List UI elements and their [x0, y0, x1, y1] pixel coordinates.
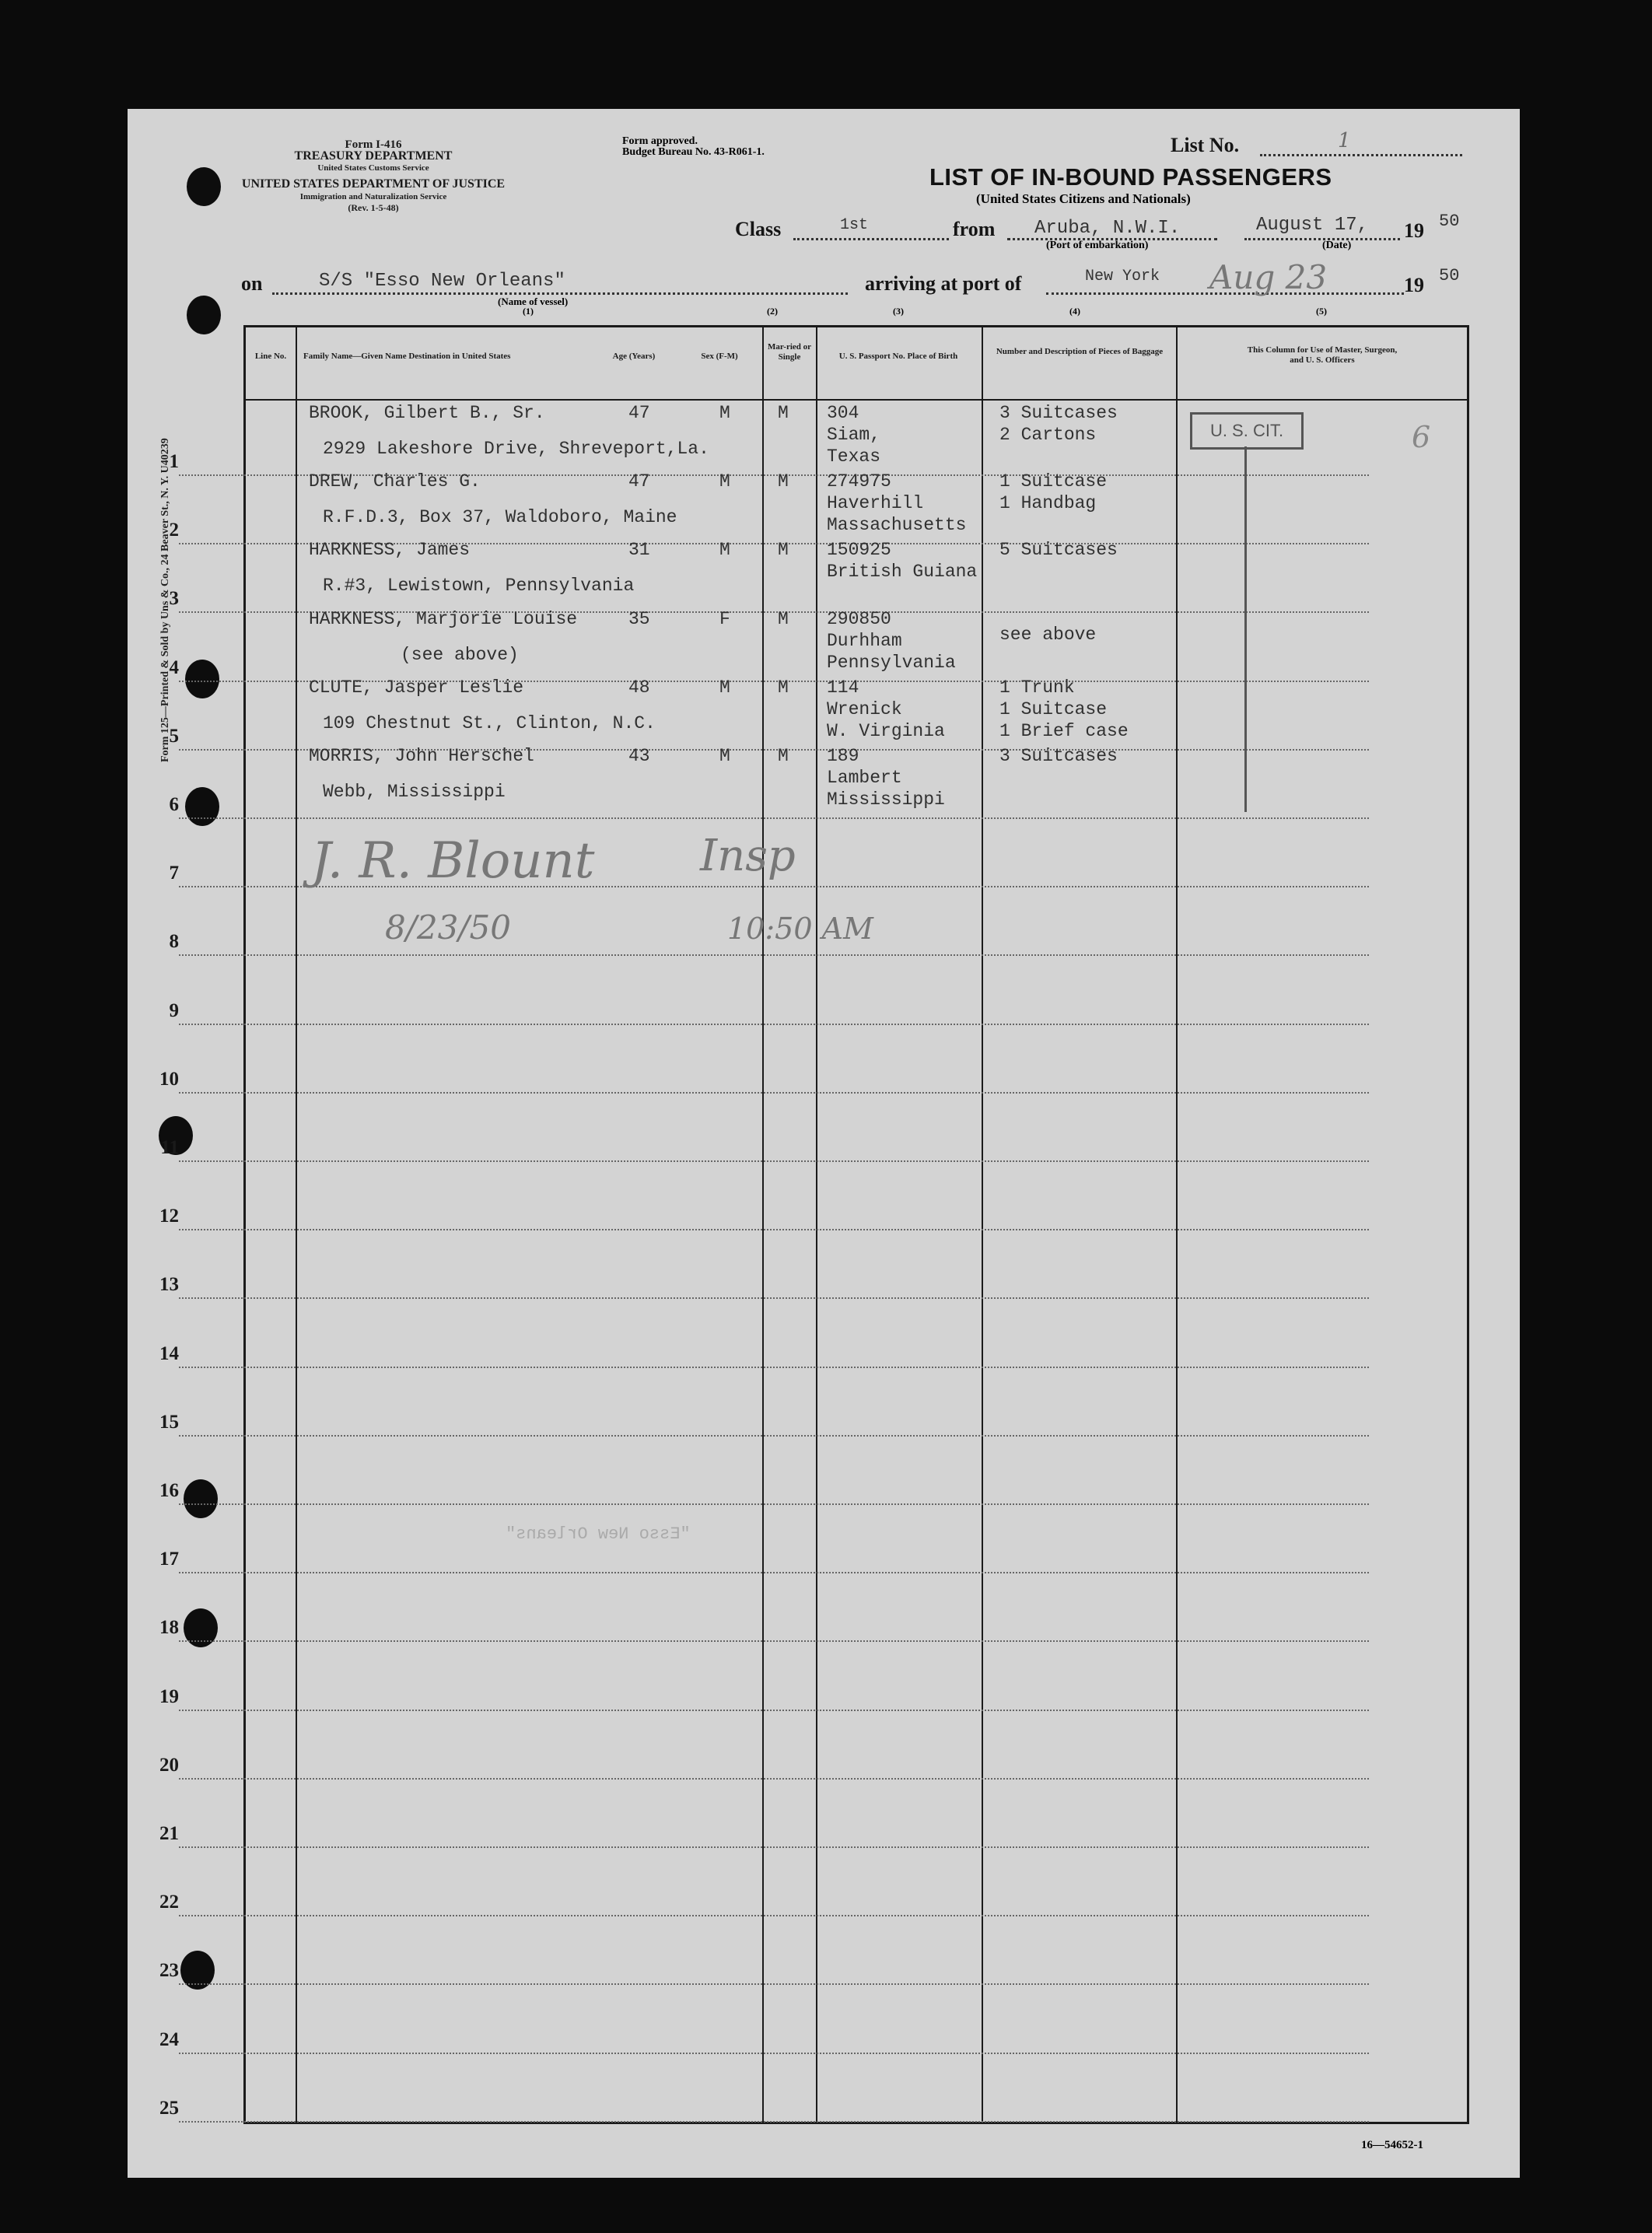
passenger-age: 48: [628, 677, 650, 698]
passport-number: 274975: [827, 471, 891, 492]
col-num-3: (3): [893, 306, 904, 317]
birthplace-line1: Durhham: [827, 631, 902, 651]
row-rule: [179, 1367, 1369, 1368]
birthplace-line1: British Guiana: [827, 562, 978, 582]
col-header-passport: U. S. Passport No. Place of Birth: [838, 352, 958, 361]
row-rule: [179, 1915, 1369, 1916]
passenger-address: 2929 Lakeshore Drive, Shreveport,La.: [323, 439, 709, 459]
passenger-name: MORRIS, John Herschel: [309, 746, 534, 766]
line-number: 17: [159, 1549, 179, 1570]
line-number: 10: [159, 1069, 179, 1090]
baggage-line2: 1 Suitcase: [999, 699, 1108, 719]
col-divider-officers: [1176, 325, 1178, 2123]
baggage-line2: 2 Cartons: [999, 425, 1097, 445]
passport-number: 114: [827, 677, 859, 698]
passenger-name: CLUTE, Jasper Leslie: [309, 677, 524, 698]
row-rule: [179, 1503, 1369, 1505]
birthplace-line1: Wrenick: [827, 699, 902, 719]
date-caption: (Date): [1322, 240, 1352, 251]
passport-number: 304: [827, 403, 859, 423]
col-header-married: Mar-ried or Single: [767, 342, 812, 362]
punch-hole: [185, 660, 219, 698]
col-header-baggage: Number and Description of Pieces of Baggage: [996, 347, 1164, 356]
inspector-mark: Insp: [700, 831, 796, 881]
col-num-5: (5): [1316, 306, 1327, 317]
line-number: 3: [169, 588, 179, 609]
form-id: Form I-416: [345, 138, 402, 151]
birthplace-line2: Massachusetts: [827, 515, 967, 535]
form-title: LIST OF IN-BOUND PASSENGERS: [929, 163, 1332, 191]
row-rule: [179, 1092, 1369, 1094]
birthplace-line1: Lambert: [827, 768, 902, 788]
row-rule: [179, 2053, 1369, 2054]
baggage-line1: 1 Suitcase: [999, 471, 1108, 492]
passenger-name: HARKNESS, Marjorie Louise: [309, 609, 578, 629]
row-rule: [179, 1435, 1369, 1437]
baggage-line1: 3 Suitcases: [999, 746, 1118, 766]
arrival-year-prefix: 19: [1404, 274, 1424, 296]
passenger-address: Webb, Mississippi: [323, 782, 506, 802]
line-number: 2: [169, 520, 179, 541]
row-rule: [179, 1160, 1369, 1162]
birthplace-line2: Mississippi: [827, 789, 945, 810]
table-top-border: [243, 325, 1469, 327]
port-value: Aruba, N.W.I.: [1034, 218, 1181, 239]
passenger-marital: M: [778, 677, 789, 698]
passenger-sex: M: [719, 471, 730, 492]
list-no-label: List No.: [1171, 134, 1240, 156]
passport-number: 150925: [827, 540, 891, 560]
passenger-marital: M: [778, 609, 789, 629]
line-number: 19: [159, 1686, 179, 1707]
class-value: 1st: [840, 216, 869, 234]
row-rule: [179, 1572, 1369, 1573]
line-number: 7: [169, 863, 179, 884]
vessel-value: S/S "Esso New Orleans": [319, 271, 565, 292]
col-divider-line: [296, 325, 297, 2123]
col-num-4: (4): [1069, 306, 1080, 317]
inspection-time: 10:50 AM: [727, 912, 873, 946]
line-number: 13: [159, 1274, 179, 1295]
passenger-sex: M: [719, 540, 730, 560]
table-header-border: [243, 399, 1469, 401]
from-label: from: [953, 218, 996, 240]
line-number: 15: [159, 1412, 179, 1433]
birthplace-line1: Haverhill: [827, 493, 924, 513]
customs-service: United States Customs Service: [317, 163, 429, 173]
col-header-age: Age (Years): [612, 352, 656, 361]
form-subtitle: (United States Citizens and Nationals): [976, 191, 1191, 206]
birthplace-line2: W. Virginia: [827, 721, 945, 741]
arrival-date-hand: Aug 23: [1209, 258, 1328, 296]
punch-hole: [187, 296, 221, 334]
row-rule: [179, 1778, 1369, 1780]
passenger-marital: M: [778, 746, 789, 766]
list-no-value: 1: [1338, 129, 1351, 152]
list-no-line: [1260, 154, 1462, 156]
port-caption: (Port of embarkation): [1046, 240, 1149, 251]
citizen-stamp: U. S. CIT.: [1190, 412, 1304, 450]
row-rule: [179, 1983, 1369, 1985]
arrival-port: New York: [1085, 268, 1160, 285]
dept-justice: UNITED STATES DEPARTMENT OF JUSTICE: [241, 177, 506, 191]
on-label: on: [241, 272, 263, 295]
punch-hole: [187, 167, 221, 206]
dept-treasury: TREASURY DEPARTMENT: [294, 149, 453, 163]
line-number: 23: [159, 1960, 179, 1981]
line-number: 12: [159, 1206, 179, 1227]
line-number: 9: [169, 1000, 179, 1021]
side-imprint: Form 125—Printed & Sold by Uns & Co., 24 Beaver St., N. Y. U40239: [159, 438, 171, 762]
passenger-address: 109 Chestnut St., Clinton, N.C.: [323, 713, 656, 733]
baggage-line1: 5 Suitcases: [999, 540, 1118, 560]
table-right-border: [1467, 325, 1469, 2124]
passenger-sex: M: [719, 746, 730, 766]
line-number: 20: [159, 1755, 179, 1776]
passenger-sex: F: [719, 609, 730, 629]
bleed-through-text: "Esso New Orleans": [506, 1524, 691, 1544]
passenger-name: BROOK, Gilbert B., Sr.: [309, 403, 545, 423]
line-number: 4: [169, 657, 179, 678]
birthplace-line2: Pennsylvania: [827, 653, 956, 673]
passenger-sex: M: [719, 403, 730, 423]
class-line: [793, 238, 949, 240]
baggage-line1: 3 Suitcases: [999, 403, 1118, 423]
ins-service: Immigration and Naturalization Service: [299, 192, 447, 201]
baggage-line3: 1 Brief case: [999, 721, 1129, 741]
birthplace-line1: Siam,: [827, 425, 881, 445]
vessel-line: [272, 292, 848, 295]
row-rule: [179, 1846, 1369, 1848]
row-rule: [179, 1024, 1369, 1025]
line-number: 11: [160, 1137, 179, 1158]
line-number: 22: [159, 1892, 179, 1913]
form-approved: Form approved.: [622, 135, 698, 147]
line-number: 1: [169, 451, 179, 472]
passport-number: 189: [827, 746, 859, 766]
col-header-name: Family Name—Given Name Destination in United States: [303, 352, 511, 361]
revision: (Rev. 1-5-48): [348, 202, 399, 213]
row-rule: [179, 1229, 1369, 1230]
passport-number: 290850: [827, 609, 891, 629]
line-number: 16: [159, 1480, 179, 1501]
date-value: August 17,: [1256, 215, 1369, 236]
row-rule: [179, 817, 1369, 819]
col-header-sex: Sex (F-M): [701, 352, 738, 361]
table-left-border: [243, 325, 246, 2124]
line-number: 18: [159, 1617, 179, 1638]
passenger-age: 31: [628, 540, 650, 560]
birthplace-line2: Texas: [827, 446, 881, 467]
col-divider-baggage: [982, 325, 983, 2123]
punch-hole: [184, 1479, 218, 1518]
year-prefix: 19: [1404, 219, 1424, 242]
passenger-age: 47: [628, 471, 650, 492]
line-number: 8: [169, 931, 179, 952]
line-number: 6: [169, 794, 179, 815]
line-number: 21: [159, 1823, 179, 1844]
passenger-marital: M: [778, 403, 789, 423]
passenger-marital: M: [778, 471, 789, 492]
col-divider-married: [762, 325, 764, 2123]
arriving-label: arriving at port of: [865, 272, 1022, 295]
footer-code: 16—54652-1: [1361, 2139, 1423, 2151]
col-header-officers: This Column for Use of Master, Surgeon, and U. S. Officers: [1247, 345, 1398, 365]
passenger-address: R.#3, Lewistown, Pennsylvania: [323, 576, 635, 596]
baggage-line1: see above: [999, 625, 1097, 645]
passenger-name: DREW, Charles G.: [309, 471, 481, 492]
passenger-marital: M: [778, 540, 789, 560]
inspection-date: 8/23/50: [385, 908, 511, 947]
passenger-address: (see above): [401, 645, 519, 665]
line-number: 5: [169, 726, 179, 747]
col-num-2: (2): [767, 306, 778, 317]
line-number: 24: [159, 2029, 179, 2050]
row-rule: [179, 954, 1369, 956]
arrival-year: 50: [1439, 266, 1460, 285]
class-label: Class: [735, 218, 782, 240]
row-rule: [179, 1297, 1369, 1299]
row-rule: [179, 1640, 1369, 1642]
passenger-name: HARKNESS, James: [309, 540, 471, 560]
passenger-age: 47: [628, 403, 650, 423]
signature: J. R. Blount: [311, 832, 595, 890]
officer-count: 6: [1412, 420, 1431, 454]
vessel-caption: (Name of vessel): [498, 296, 569, 307]
passenger-age: 35: [628, 609, 650, 629]
col-header-line: Line No.: [254, 352, 287, 361]
punch-hole: [185, 787, 219, 826]
passenger-sex: M: [719, 677, 730, 698]
budget-bureau: Budget Bureau No. 43-R061-1.: [622, 146, 765, 158]
col-divider-passport: [816, 325, 817, 2123]
line-number: 14: [159, 1343, 179, 1364]
line-number: 25: [159, 2098, 179, 2119]
baggage-line1: 1 Trunk: [999, 677, 1075, 698]
stamp-bracket-line: [1244, 446, 1247, 812]
passenger-age: 43: [628, 746, 650, 766]
year-value: 50: [1439, 212, 1460, 231]
row-rule: [179, 2121, 1369, 2123]
row-rule: [179, 1710, 1369, 1711]
col-num-1: (1): [523, 306, 534, 317]
baggage-line2: 1 Handbag: [999, 493, 1097, 513]
passenger-address: R.F.D.3, Box 37, Waldoboro, Maine: [323, 507, 677, 527]
